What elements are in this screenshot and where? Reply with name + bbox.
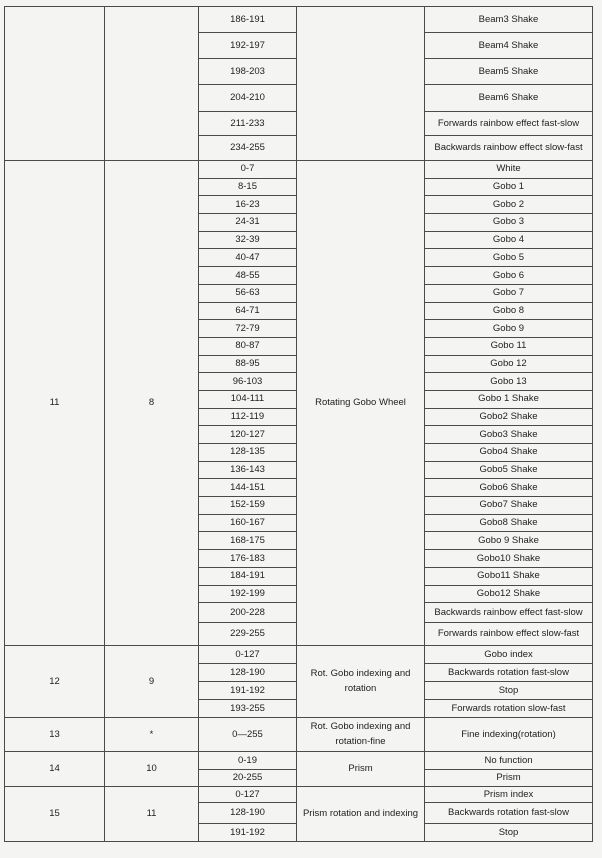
dmx-value-cell: 112-119 (199, 408, 297, 426)
dmx-value-cell: 72-79 (199, 320, 297, 338)
channel-cell: 15 (5, 787, 105, 842)
description-cell: Prism index (425, 787, 593, 803)
description-cell: Gobo 4 (425, 231, 593, 249)
description-cell: Prism (425, 770, 593, 787)
description-cell: No function (425, 752, 593, 770)
dmx-value-cell: 88-95 (199, 355, 297, 373)
description-cell: Gobo7 Shake (425, 497, 593, 515)
description-cell: Gobo 7 (425, 284, 593, 302)
dmx-value-cell: 176-183 (199, 550, 297, 568)
dmx-value-cell: 136-143 (199, 461, 297, 479)
dmx-value-cell: 191-192 (199, 682, 297, 700)
dmx-value-cell: 0-127 (199, 787, 297, 803)
description-cell: Gobo3 Shake (425, 426, 593, 444)
description-cell: Backwards rotation fast-slow (425, 664, 593, 682)
dmx-value-cell: 192-199 (199, 585, 297, 603)
description-cell: Backwards rainbow effect fast-slow (425, 603, 593, 623)
dmx-value-cell: 168-175 (199, 532, 297, 550)
function-cell: Prism (297, 752, 425, 787)
dmx-value-cell: 56-63 (199, 284, 297, 302)
channel-cell: 12 (5, 646, 105, 718)
description-cell: Gobo 9 Shake (425, 532, 593, 550)
dmx-value-cell: 192-197 (199, 33, 297, 59)
dmx-value-cell: 64-71 (199, 302, 297, 320)
description-cell: Gobo2 Shake (425, 408, 593, 426)
dmx-value-cell: 200-228 (199, 603, 297, 623)
description-cell: Gobo 12 (425, 355, 593, 373)
sub-channel-cell: 9 (105, 646, 199, 718)
dmx-value-cell: 191-192 (199, 824, 297, 842)
table-row (5, 646, 593, 664)
channel-cell: 11 (5, 161, 105, 646)
function-cell: Rotating Gobo Wheel (297, 161, 425, 646)
dmx-value-cell: 96-103 (199, 373, 297, 391)
dmx-value-cell: 80-87 (199, 337, 297, 355)
description-cell: Gobo6 Shake (425, 479, 593, 497)
description-cell: Gobo 13 (425, 373, 593, 391)
dmx-value-cell: 24-31 (199, 214, 297, 232)
dmx-value-cell: 128-190 (199, 803, 297, 824)
description-cell: Gobo11 Shake (425, 567, 593, 585)
description-cell: Beam6 Shake (425, 85, 593, 112)
description-cell: Gobo 3 (425, 214, 593, 232)
dmx-value-cell: 229-255 (199, 623, 297, 646)
dmx-value-cell: 128-135 (199, 444, 297, 462)
description-cell: Gobo 5 (425, 249, 593, 267)
function-cell: Rot. Gobo indexing and rotation (297, 646, 425, 718)
dmx-value-cell: 193-255 (199, 700, 297, 718)
dmx-value-cell: 0-7 (199, 161, 297, 179)
dmx-value-cell: 40-47 (199, 249, 297, 267)
channel-cell: 14 (5, 752, 105, 787)
channel-cell: 13 (5, 718, 105, 752)
description-cell: Gobo 2 (425, 196, 593, 214)
table-row (5, 787, 593, 803)
description-cell: Stop (425, 682, 593, 700)
sub-channel-cell: 8 (105, 161, 199, 646)
description-cell: White (425, 161, 593, 179)
description-cell: Gobo index (425, 646, 593, 664)
description-cell: Backwards rotation fast-slow (425, 803, 593, 824)
dmx-value-cell: 152-159 (199, 497, 297, 515)
dmx-value-cell: 8-15 (199, 178, 297, 196)
description-cell: Forwards rotation slow-fast (425, 700, 593, 718)
dmx-value-cell: 184-191 (199, 567, 297, 585)
description-cell: Forwards rainbow effect fast-slow (425, 112, 593, 136)
dmx-value-cell: 160-167 (199, 514, 297, 532)
description-cell: Gobo8 Shake (425, 514, 593, 532)
dmx-value-cell: 32-39 (199, 231, 297, 249)
description-cell: Gobo 6 (425, 267, 593, 285)
function-cell: Rot. Gobo indexing and rotation-fine (297, 718, 425, 752)
sub-channel-cell: 11 (105, 787, 199, 842)
description-cell: Gobo 9 (425, 320, 593, 338)
function-cell: Prism rotation and indexing (297, 787, 425, 842)
dmx-value-cell: 20-255 (199, 770, 297, 787)
dmx-value-cell: 104-111 (199, 390, 297, 408)
sub-channel-cell (105, 7, 199, 161)
dmx-value-cell: 144-151 (199, 479, 297, 497)
description-cell: Gobo 8 (425, 302, 593, 320)
description-cell: Gobo4 Shake (425, 444, 593, 462)
dmx-value-cell: 0-19 (199, 752, 297, 770)
description-cell: Gobo12 Shake (425, 585, 593, 603)
dmx-value-cell: 0—255 (199, 718, 297, 752)
table-row (5, 7, 593, 33)
table-row (5, 718, 593, 752)
dmx-channel-table (4, 6, 593, 842)
description-cell: Beam5 Shake (425, 59, 593, 85)
description-cell: Stop (425, 824, 593, 842)
dmx-value-cell: 16-23 (199, 196, 297, 214)
table-row (5, 161, 593, 179)
description-cell: Gobo 1 (425, 178, 593, 196)
dmx-value-cell: 186-191 (199, 7, 297, 33)
description-cell: Beam3 Shake (425, 7, 593, 33)
dmx-value-cell: 234-255 (199, 136, 297, 161)
table-row (5, 752, 593, 770)
sub-channel-cell: 10 (105, 752, 199, 787)
dmx-table-body (5, 7, 593, 842)
dmx-value-cell: 198-203 (199, 59, 297, 85)
dmx-value-cell: 0-127 (199, 646, 297, 664)
dmx-value-cell: 211-233 (199, 112, 297, 136)
channel-cell (5, 7, 105, 161)
sub-channel-cell: * (105, 718, 199, 752)
description-cell: Forwards rainbow effect slow-fast (425, 623, 593, 646)
dmx-value-cell: 128-190 (199, 664, 297, 682)
description-cell: Backwards rainbow effect slow-fast (425, 136, 593, 161)
description-cell: Fine indexing(rotation) (425, 718, 593, 752)
description-cell: Beam4 Shake (425, 33, 593, 59)
description-cell: Gobo5 Shake (425, 461, 593, 479)
dmx-value-cell: 120-127 (199, 426, 297, 444)
description-cell: Gobo 11 (425, 337, 593, 355)
function-cell (297, 7, 425, 161)
dmx-value-cell: 48-55 (199, 267, 297, 285)
description-cell: Gobo10 Shake (425, 550, 593, 568)
description-cell: Gobo 1 Shake (425, 390, 593, 408)
dmx-value-cell: 204-210 (199, 85, 297, 112)
